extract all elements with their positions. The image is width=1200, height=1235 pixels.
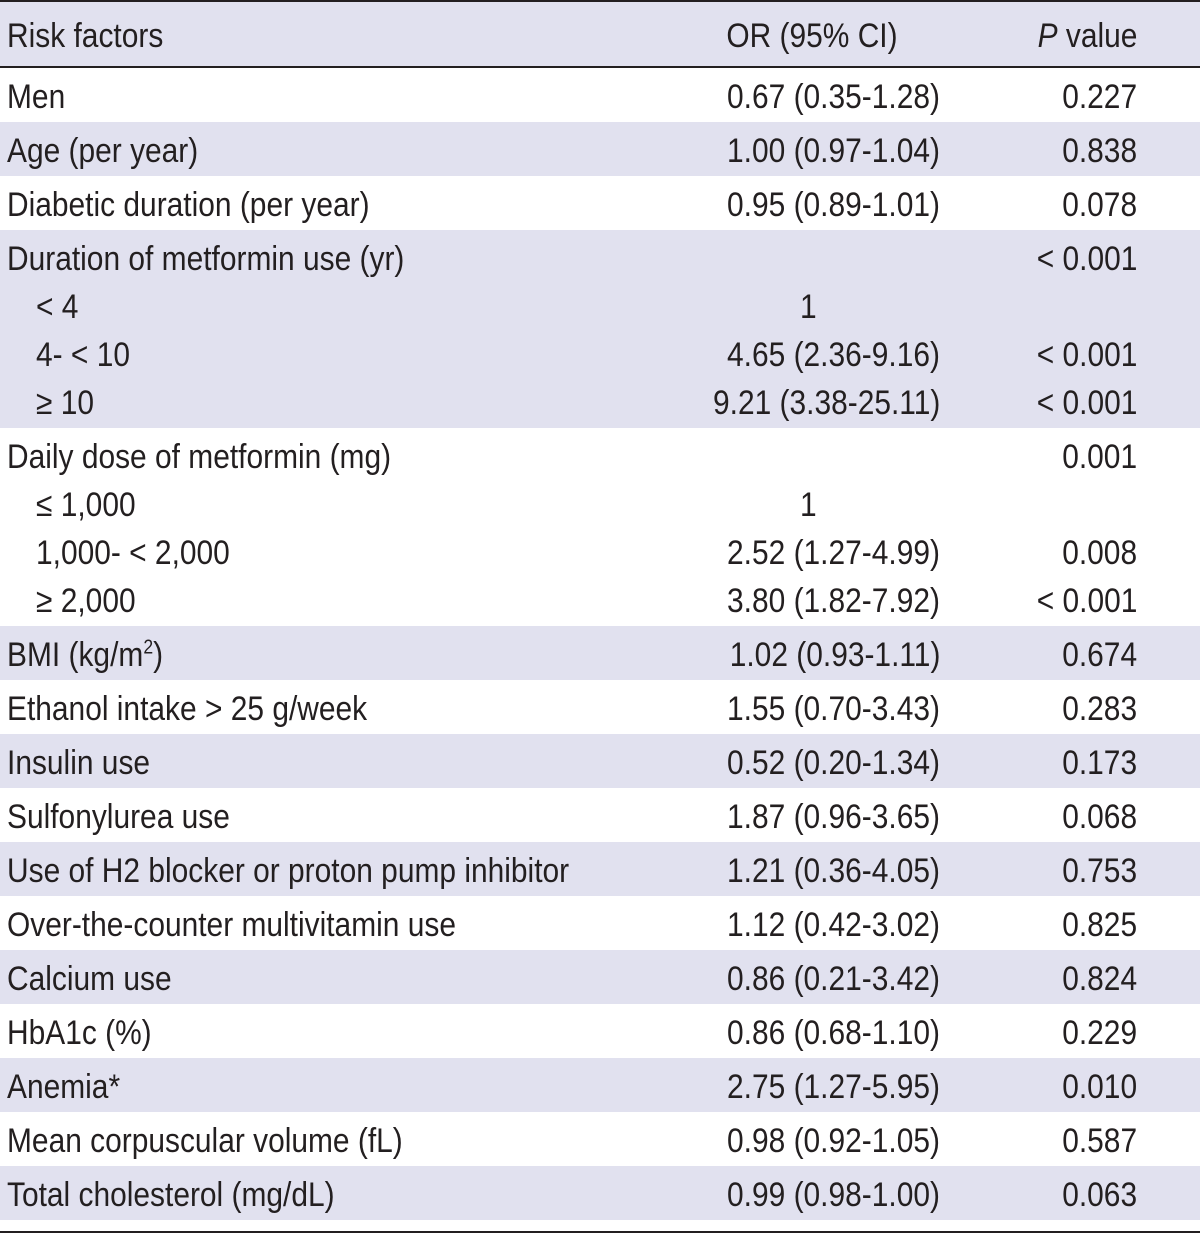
p-value: 0.227: [1062, 78, 1137, 116]
odds-ratio: 0.86 (0.21-3.42): [727, 960, 940, 998]
odds-ratio: 3.80 (1.82-7.92): [727, 582, 940, 620]
table-row: [0, 1058, 1200, 1112]
odds-ratio: 1: [800, 486, 817, 524]
factor-label: Insulin use: [7, 744, 151, 782]
factor-label: Mean corpuscular volume (fL): [7, 1122, 403, 1160]
p-value: 0.063: [1062, 1176, 1137, 1214]
table-row: [0, 1004, 1200, 1058]
bottom-rule: [0, 1231, 1200, 1233]
odds-ratio: 9.21 (3.38-25.11): [712, 384, 940, 422]
factor-label: Anemia*: [7, 1068, 121, 1106]
odds-ratio: 1: [800, 288, 817, 326]
odds-ratio: 1.55 (0.70-3.43): [727, 690, 940, 728]
odds-ratio: 0.86 (0.68-1.10): [727, 1014, 940, 1052]
sub-factor-label: 4- < 10: [36, 336, 130, 374]
p-value: 0.008: [1062, 534, 1137, 572]
factor-label: Diabetic duration (per year): [7, 186, 370, 224]
odds-ratio: 0.95 (0.89-1.01): [727, 186, 940, 224]
p-value: 0.838: [1062, 132, 1137, 170]
odds-ratio: 0.67 (0.35-1.28): [727, 78, 940, 116]
table-row: [0, 680, 1200, 734]
odds-ratio: 2.75 (1.27-5.95): [727, 1068, 940, 1106]
p-value: < 0.001: [1036, 240, 1137, 278]
header-or-ci: OR (95% CI): [726, 17, 898, 55]
p-value: < 0.001: [1036, 582, 1137, 620]
table-row: [0, 842, 1200, 896]
p-value: 0.753: [1062, 852, 1137, 890]
factor-label: Calcium use: [7, 960, 172, 998]
table-row: [0, 1166, 1200, 1220]
table-row: [0, 896, 1200, 950]
table-row: [0, 626, 1200, 680]
odds-ratio: 0.52 (0.20-1.34): [727, 744, 940, 782]
p-value: 0.068: [1062, 798, 1137, 836]
odds-ratio: 2.52 (1.27-4.99): [727, 534, 940, 572]
p-value: 0.587: [1062, 1122, 1137, 1160]
factor-label: Ethanol intake > 25 g/week: [7, 690, 368, 728]
odds-ratio: 0.98 (0.92-1.05): [727, 1122, 940, 1160]
factor-label: Duration of metformin use (yr): [7, 240, 405, 278]
p-value: 0.674: [1062, 636, 1137, 674]
odds-ratio: 1.87 (0.96-3.65): [727, 798, 940, 836]
p-value: 0.229: [1062, 1014, 1137, 1052]
p-value: 0.283: [1062, 690, 1137, 728]
table-body: [0, 68, 1200, 1220]
factor-label: Age (per year): [7, 132, 199, 170]
header-risk-factors: Risk factors: [7, 17, 164, 55]
sub-factor-label: < 4: [36, 288, 79, 326]
factor-label: Total cholesterol (mg/dL): [7, 1176, 335, 1214]
p-value: 0.173: [1062, 744, 1137, 782]
p-value: < 0.001: [1036, 384, 1137, 422]
table-row-group: [0, 230, 1200, 428]
odds-ratio: 1.02 (0.93-1.11): [729, 636, 940, 674]
odds-ratio: 0.99 (0.98-1.00): [727, 1176, 940, 1214]
factor-label: Use of H2 blocker or proton pump inhibitor: [7, 852, 570, 890]
p-value: 0.078: [1062, 186, 1137, 224]
table-row: [0, 1112, 1200, 1166]
p-value: 0.824: [1062, 960, 1137, 998]
table-row: [0, 176, 1200, 230]
superscript: 2: [143, 636, 154, 659]
table-header: [0, 0, 1200, 68]
p-value: 0.001: [1062, 438, 1137, 476]
factor-label: BMI $(kg/m^2)$: [7, 636, 164, 674]
header-p-value: P value: [1037, 17, 1137, 55]
table-row-group: [0, 428, 1200, 626]
table-row: [0, 68, 1200, 122]
odds-ratio: 1.00 (0.97-1.04): [727, 132, 940, 170]
table-row: [0, 950, 1200, 1004]
factor-label: Sulfonylurea use: [7, 798, 230, 836]
odds-ratio: 1.21 (0.36-4.05): [727, 852, 940, 890]
sub-factor-label: 1,000- < 2,000: [36, 534, 230, 572]
sub-factor-label: ≥ 10: [36, 384, 95, 422]
factor-label: HbA1c (%): [7, 1014, 152, 1052]
factor-label-tail: ): [153, 636, 164, 674]
factor-label: Men: [7, 78, 66, 116]
p-value: 0.825: [1062, 906, 1137, 944]
table-row: [0, 788, 1200, 842]
table-row: [0, 734, 1200, 788]
p-value: 0.010: [1062, 1068, 1137, 1106]
p-value: < 0.001: [1036, 336, 1137, 374]
table-row: [0, 122, 1200, 176]
sub-factor-label: ≤ 1,000: [36, 486, 136, 524]
odds-ratio: 1.12 (0.42-3.02): [727, 906, 940, 944]
sub-factor-label: ≥ 2,000: [36, 582, 136, 620]
factor-label: Daily dose of metformin (mg): [7, 438, 392, 476]
odds-ratio: 4.65 (2.36-9.16): [727, 336, 940, 374]
factor-label: Over-the-counter multivitamin use: [7, 906, 456, 944]
